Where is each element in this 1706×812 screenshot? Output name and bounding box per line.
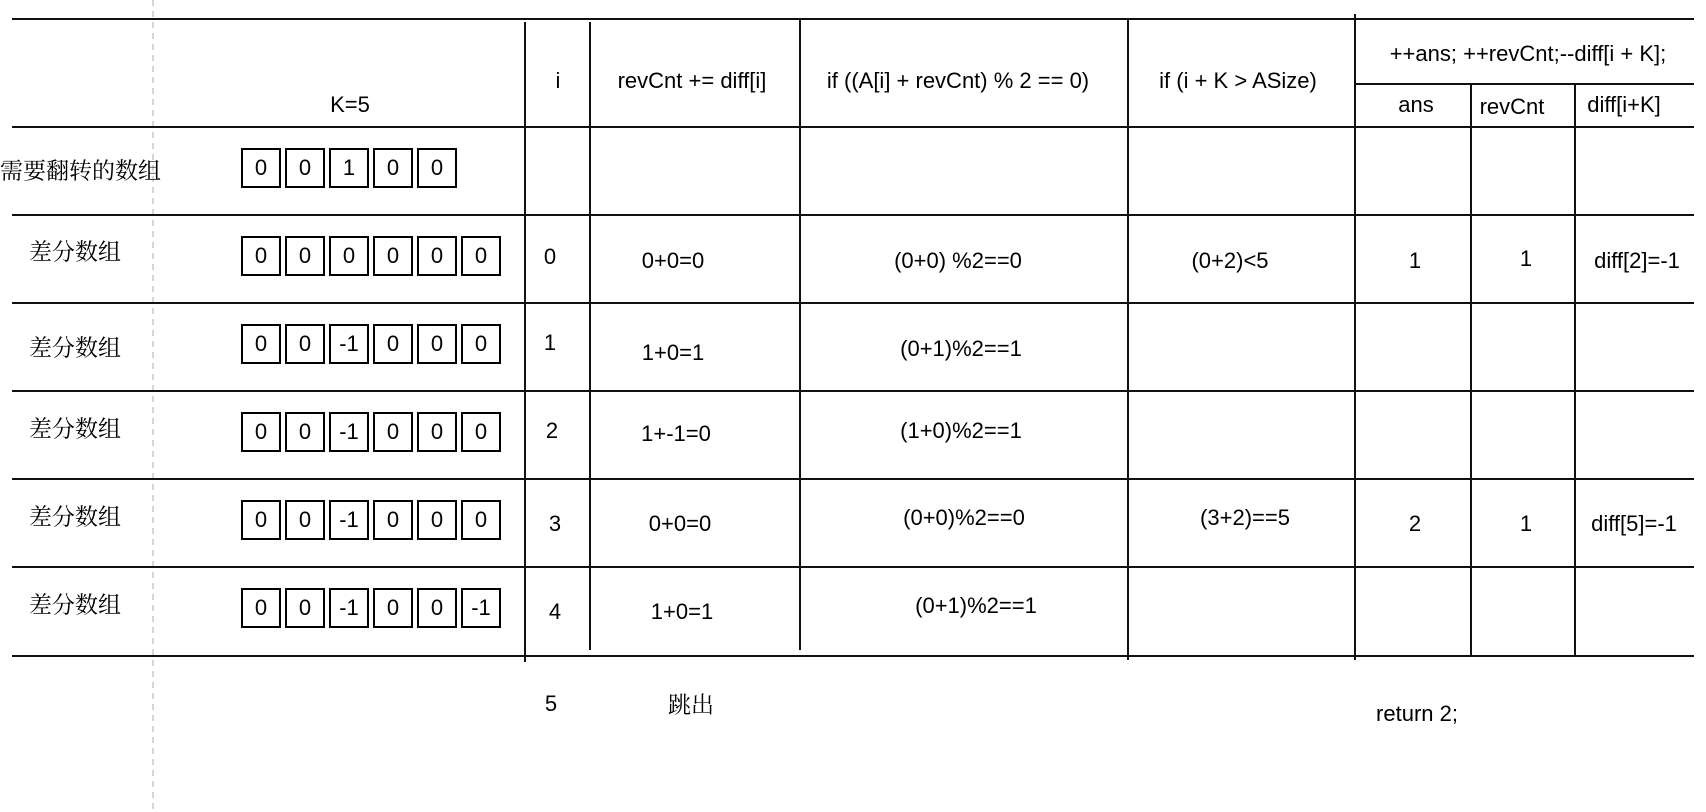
- parity-check-value: (0+1)%2==1: [900, 336, 1022, 361]
- array-cell: 0: [373, 324, 413, 364]
- array-cell: 0: [417, 588, 457, 628]
- diff-array-label: 差分数组: [29, 335, 121, 362]
- final-index-value: 5: [544, 691, 558, 716]
- array-cell: 0: [285, 412, 325, 452]
- header-diff-i-k: diff[i+K]: [1587, 92, 1661, 117]
- array-cell: -1: [329, 324, 369, 364]
- return-result: return 2;: [1376, 701, 1458, 726]
- header-flip-actions: ++ans; ++revCnt;--diff[i + K];: [1389, 41, 1667, 66]
- array-cell: 0: [461, 500, 501, 540]
- array-cell: 0: [461, 236, 501, 276]
- header-revcnt-update: revCnt += diff[i]: [617, 68, 767, 93]
- array-cell: 0: [329, 236, 369, 276]
- ans-value: 1: [1408, 248, 1422, 273]
- array-cell: 0: [373, 500, 413, 540]
- k-value-label: K=5: [330, 92, 370, 117]
- diff-array-label: 差分数组: [29, 239, 121, 266]
- diff-array-label: 差分数组: [29, 504, 121, 531]
- bound-check-value: (3+2)==5: [1200, 505, 1290, 530]
- array-cell: 0: [417, 324, 457, 364]
- array-cell: 0: [285, 148, 325, 188]
- array-cell: -1: [461, 588, 501, 628]
- array-cell: 0: [241, 588, 281, 628]
- revcnt-update-value: 1+-1=0: [641, 421, 711, 446]
- revcnt-update-value: 0+0=0: [648, 511, 712, 536]
- array-cell: 0: [417, 412, 457, 452]
- diff-array-label: 差分数组: [29, 416, 121, 443]
- header-ans: ans: [1398, 92, 1434, 117]
- diff-array-label: 差分数组: [29, 592, 121, 619]
- parity-check-value: (0+1)%2==1: [915, 593, 1037, 618]
- revcnt-value: 1: [1519, 246, 1533, 271]
- index-value: 0: [543, 244, 557, 269]
- revcnt-value: 1: [1519, 511, 1533, 536]
- index-value: 4: [548, 599, 562, 624]
- array-cell: 0: [285, 500, 325, 540]
- header-parity-condition: if ((A[i] + revCnt) % 2 == 0): [826, 68, 1090, 93]
- array-cell: 0: [373, 588, 413, 628]
- index-value: 2: [545, 418, 559, 443]
- array-cell: 0: [417, 500, 457, 540]
- index-value: 1: [543, 330, 557, 355]
- parity-check-value: (0+0) %2==0: [894, 248, 1022, 273]
- revcnt-update-value: 1+0=1: [641, 340, 705, 365]
- array-cell: 0: [285, 588, 325, 628]
- revcnt-update-value: 0+0=0: [641, 248, 705, 273]
- array-cell: 0: [241, 236, 281, 276]
- array-cell: 0: [241, 500, 281, 540]
- exit-loop-label: 跳出: [668, 692, 714, 719]
- index-value: 3: [548, 511, 562, 536]
- parity-check-value: (0+0)%2==0: [903, 505, 1025, 530]
- array-cell: 0: [285, 236, 325, 276]
- header-revcnt: revCnt: [1479, 94, 1545, 119]
- flip-array-label: 需要翻转的数组: [0, 158, 161, 185]
- array-cell: 0: [417, 236, 457, 276]
- array-cell: 0: [373, 148, 413, 188]
- array-cell: 0: [373, 236, 413, 276]
- array-cell: 1: [329, 148, 369, 188]
- array-cell: 0: [241, 324, 281, 364]
- diff-update-value: diff[5]=-1: [1591, 511, 1677, 536]
- revcnt-update-value: 1+0=1: [650, 599, 714, 624]
- bound-check-value: (0+2)<5: [1191, 248, 1269, 273]
- parity-check-value: (1+0)%2==1: [900, 418, 1022, 443]
- array-cell: 0: [373, 412, 413, 452]
- array-cell: -1: [329, 500, 369, 540]
- array-cell: -1: [329, 588, 369, 628]
- array-cell: 0: [241, 148, 281, 188]
- array-cell: 0: [461, 412, 501, 452]
- array-cell: 0: [285, 324, 325, 364]
- array-cell: 0: [241, 412, 281, 452]
- header-i: i: [555, 68, 561, 93]
- header-bound-condition: if (i + K > ASize): [1159, 68, 1317, 93]
- ans-value: 2: [1408, 511, 1422, 536]
- array-cell: -1: [329, 412, 369, 452]
- diff-update-value: diff[2]=-1: [1594, 248, 1680, 273]
- array-cell: 0: [417, 148, 457, 188]
- array-cell: 0: [461, 324, 501, 364]
